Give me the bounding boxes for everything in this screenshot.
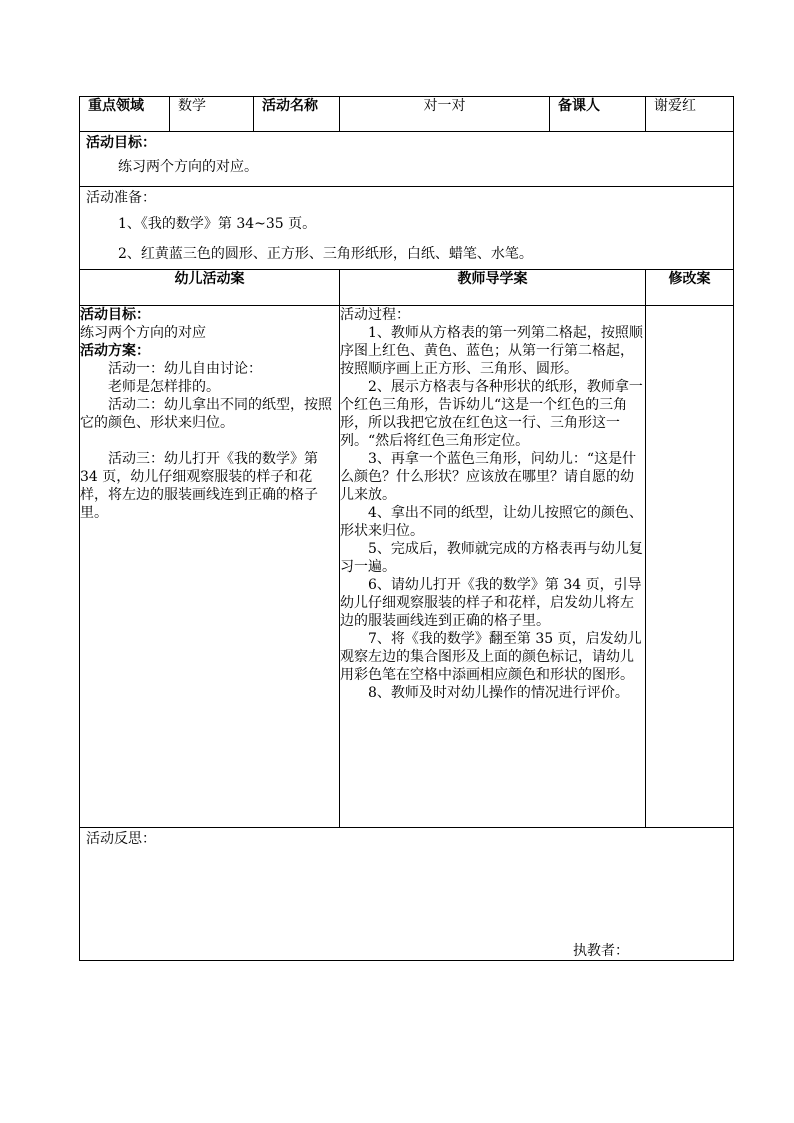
teacher-step: 1、教师从方格表的第一列第二格起，按照顺序图上红色、黄色、蓝色；从第一行第二格起，按照顺序画上正方形、三角形、圆形。 [340, 325, 643, 377]
teacher-step: 6、请幼儿打开《我的数学》第 34 页，引导幼儿仔细观察服装的样子和花样，启发幼儿将左边的服装画线连到正确的格子里。 [340, 577, 642, 629]
goal-text: 练习两个方向的对应。 [118, 159, 258, 175]
prep-section [80, 187, 734, 270]
child-activity-line: 活动二：幼儿拿出不同的纸型，按照它的颜色、形状来归位。 [80, 397, 332, 431]
child-activity-line: 活动三：幼儿打开《我的数学》第 34 页，幼儿仔细观察服装的样子和花样，将左边的服装画线连到正确的格子里。 [80, 451, 318, 521]
goal-title: 活动目标： [86, 135, 156, 151]
teacher-step: 4、拿出不同的纸型，让幼儿按照它的颜色、形状来归位。 [340, 505, 643, 539]
revise-plan-header: 修改案 [646, 270, 734, 306]
child-activity-line: 活动一：幼儿自由讨论： [108, 361, 262, 377]
child-goal-text: 练习两个方向的对应 [80, 325, 206, 341]
preparer-label: 备课人 [550, 97, 646, 132]
teacher-step: 3、再拿一个蓝色三角形，问幼儿：“这是什么颜色？什么形状？应该放在哪里？请自愿的幼儿来放。 [340, 451, 637, 503]
child-activity-line: 老师是怎样排的。 [108, 379, 220, 395]
teacher-process-title: 活动过程： [340, 307, 410, 323]
prep-item: 1、《我的数学》第 34~35 页。 [118, 216, 317, 232]
teacher-step: 2、展示方格表与各种形状的纸形，教师拿一个红色三角形，告诉幼儿“这是一个红色的三角形，所以我把它放在红色这一行、三角形这一列。“然后将红色三角形定位。 [340, 379, 643, 449]
revise-plan-cell [646, 306, 734, 828]
signature-label: 执教者： [573, 943, 629, 959]
reflection-section [80, 828, 734, 961]
child-goal-title: 活动目标： [80, 307, 150, 323]
teacher-plan-header: 教师导学案 [340, 270, 646, 306]
teacher-step: 5、完成后，教师就完成的方格表再与幼儿复习一遍。 [340, 541, 643, 575]
activity-name-label: 活动名称 [254, 97, 340, 132]
child-plan-title: 活动方案： [80, 343, 150, 359]
child-plan-cell [80, 306, 340, 828]
domain-label: 重点领域 [80, 97, 170, 132]
domain-value: 数学 [170, 97, 254, 132]
teacher-step: 8、教师及时对幼儿操作的情况进行评价。 [368, 685, 629, 701]
prep-title: 活动准备： [86, 190, 156, 206]
teacher-plan-cell [340, 306, 646, 828]
goal-section [80, 132, 734, 187]
teacher-step: 7、将《我的数学》翻至第 35 页，启发幼儿观察左边的集合图形及上面的颜色标记，请幼儿用彩色笔在空格中添画相应颜色和形状的图形。 [340, 631, 642, 683]
preparer-value: 谢爱红 [646, 97, 734, 132]
spacer [80, 432, 339, 450]
activity-name-value: 对一对 [340, 97, 550, 132]
lesson-plan-table [79, 96, 734, 961]
reflection-title: 活动反思： [86, 831, 156, 847]
child-plan-header: 幼儿活动案 [80, 270, 340, 306]
prep-item: 2、红黄蓝三色的圆形、正方形、三角形纸形，白纸、蜡笔、水笔。 [118, 246, 533, 262]
